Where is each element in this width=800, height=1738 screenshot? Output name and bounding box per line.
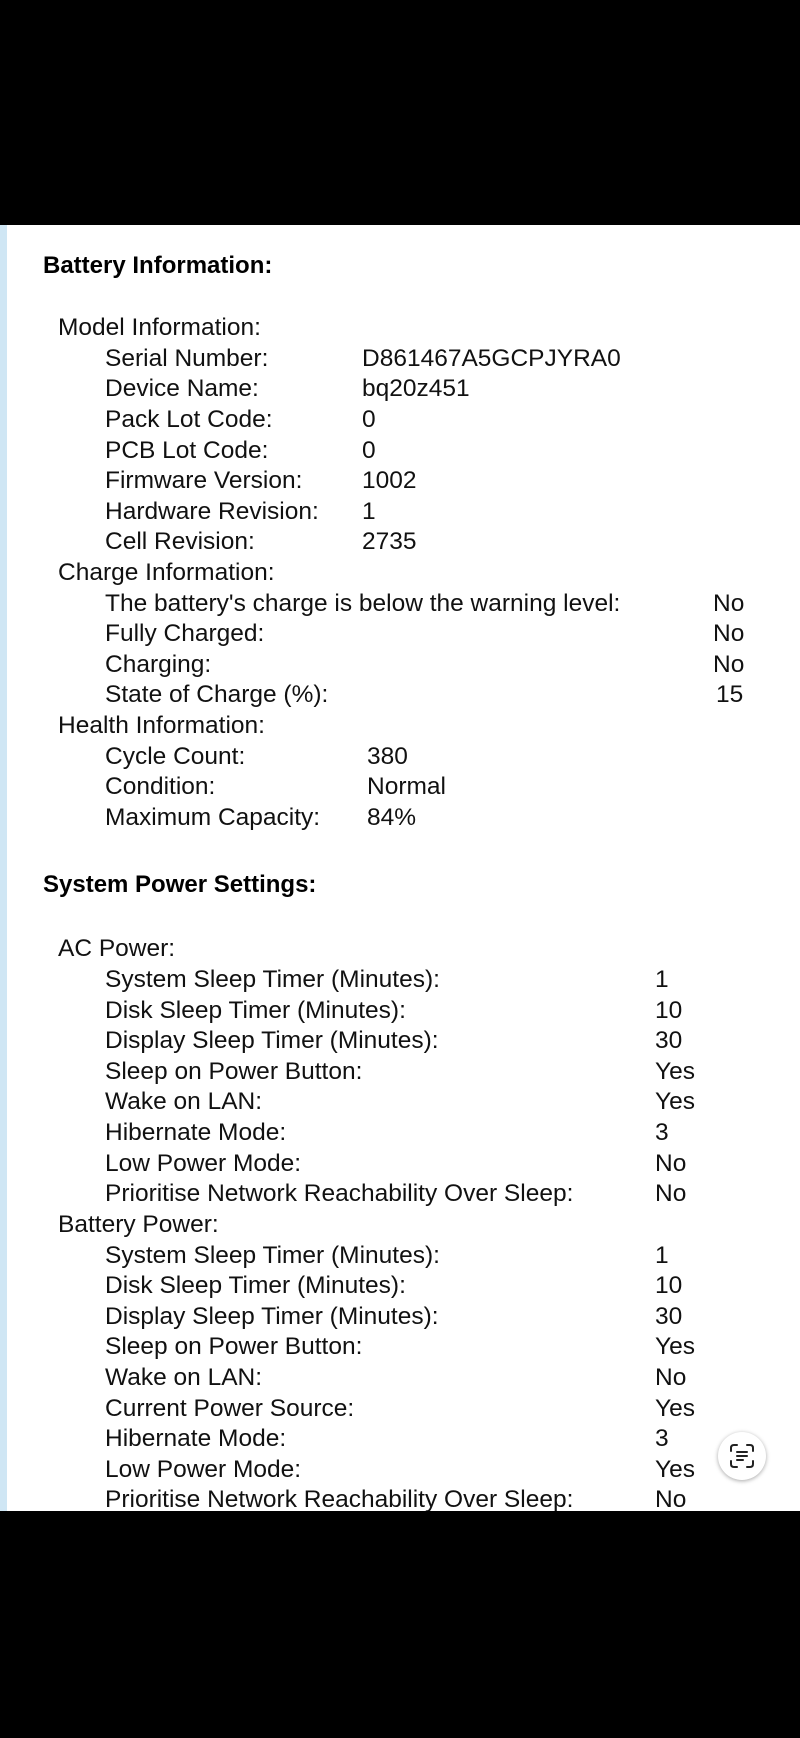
batt-sleep-power-button-label: Sleep on Power Button: — [105, 1333, 363, 1360]
ac-system-sleep-value: 1 — [655, 966, 669, 993]
ac-disk-sleep-value: 10 — [655, 997, 683, 1024]
batt-sleep-power-button-value: Yes — [655, 1333, 695, 1360]
fully-charged-label: Fully Charged: — [105, 620, 265, 647]
battery-power-heading: Battery Power: — [58, 1211, 219, 1238]
batt-wake-on-lan-label: Wake on LAN: — [105, 1364, 263, 1391]
ac-hibernate-mode-label: Hibernate Mode: — [105, 1119, 287, 1146]
condition-label: Condition: — [105, 773, 216, 800]
system-information-panel — [0, 225, 800, 1511]
batt-disk-sleep-label: Disk Sleep Timer (Minutes): — [105, 1272, 406, 1299]
batt-hibernate-mode-value: 3 — [655, 1425, 669, 1452]
system-power-settings-title: System Power Settings: — [43, 871, 317, 898]
charge-information-heading: Charge Information: — [58, 559, 275, 586]
ac-wake-on-lan-value: Yes — [655, 1088, 695, 1115]
batt-disk-sleep-value: 10 — [655, 1272, 683, 1299]
pack-lot-code-label: Pack Lot Code: — [105, 406, 273, 433]
state-of-charge-value: 15 — [716, 681, 744, 708]
device-name-label: Device Name: — [105, 375, 259, 402]
batt-current-power-source-value: Yes — [655, 1395, 695, 1422]
batt-wake-on-lan-value: No — [655, 1364, 687, 1391]
pcb-lot-code-value: 0 — [362, 437, 376, 464]
live-text-scan-icon — [728, 1442, 756, 1470]
batt-system-sleep-value: 1 — [655, 1242, 669, 1269]
ac-display-sleep-label: Display Sleep Timer (Minutes): — [105, 1027, 439, 1054]
ac-disk-sleep-label: Disk Sleep Timer (Minutes): — [105, 997, 406, 1024]
charge-warning-label: The battery's charge is below the warning level: — [105, 590, 621, 617]
cell-revision-value: 2735 — [362, 528, 417, 555]
serial-number-value: D861467A5GCPJYRA0 — [362, 345, 621, 372]
device-name-value: bq20z451 — [362, 375, 470, 402]
cycle-count-value: 380 — [367, 743, 408, 770]
batt-hibernate-mode-label: Hibernate Mode: — [105, 1425, 287, 1452]
ac-sleep-power-button-value: Yes — [655, 1058, 695, 1085]
battery-information-title: Battery Information: — [43, 252, 273, 279]
model-information-heading: Model Information: — [58, 314, 261, 341]
hardware-revision-label: Hardware Revision: — [105, 498, 319, 525]
batt-current-power-source-label: Current Power Source: — [105, 1395, 355, 1422]
ac-sleep-power-button-label: Sleep on Power Button: — [105, 1058, 363, 1085]
batt-network-reachability-label: Prioritise Network Reachability Over Sleep: — [105, 1486, 574, 1511]
sidebar-edge — [0, 225, 7, 1511]
serial-number-label: Serial Number: — [105, 345, 269, 372]
ac-power-heading: AC Power: — [58, 935, 176, 962]
cell-revision-label: Cell Revision: — [105, 528, 255, 555]
state-of-charge-label: State of Charge (%): — [105, 681, 329, 708]
charging-label: Charging: — [105, 651, 212, 678]
maximum-capacity-value: 84% — [367, 804, 417, 831]
health-information-heading: Health Information: — [58, 712, 265, 739]
firmware-version-label: Firmware Version: — [105, 467, 303, 494]
charging-value: No — [713, 651, 745, 678]
firmware-version-value: 1002 — [362, 467, 417, 494]
ac-low-power-mode-label: Low Power Mode: — [105, 1150, 302, 1177]
ac-network-reachability-value: No — [655, 1180, 687, 1207]
ac-system-sleep-label: System Sleep Timer (Minutes): — [105, 966, 440, 993]
ac-wake-on-lan-label: Wake on LAN: — [105, 1088, 263, 1115]
batt-system-sleep-label: System Sleep Timer (Minutes): — [105, 1242, 440, 1269]
ac-network-reachability-label: Prioritise Network Reachability Over Sleep: — [105, 1180, 574, 1207]
hardware-revision-value: 1 — [362, 498, 376, 525]
batt-low-power-mode-label: Low Power Mode: — [105, 1456, 302, 1483]
batt-network-reachability-value: No — [655, 1486, 687, 1511]
fully-charged-value: No — [713, 620, 745, 647]
condition-value: Normal — [367, 773, 446, 800]
ac-display-sleep-value: 30 — [655, 1027, 683, 1054]
ac-low-power-mode-value: No — [655, 1150, 687, 1177]
maximum-capacity-label: Maximum Capacity: — [105, 804, 321, 831]
cycle-count-label: Cycle Count: — [105, 743, 246, 770]
charge-warning-value: No — [713, 590, 745, 617]
ac-hibernate-mode-value: 3 — [655, 1119, 669, 1146]
pcb-lot-code-label: PCB Lot Code: — [105, 437, 269, 464]
batt-display-sleep-label: Display Sleep Timer (Minutes): — [105, 1303, 439, 1330]
pack-lot-code-value: 0 — [362, 406, 376, 433]
batt-low-power-mode-value: Yes — [655, 1456, 695, 1483]
batt-display-sleep-value: 30 — [655, 1303, 683, 1330]
live-text-scan-button[interactable] — [718, 1432, 766, 1480]
